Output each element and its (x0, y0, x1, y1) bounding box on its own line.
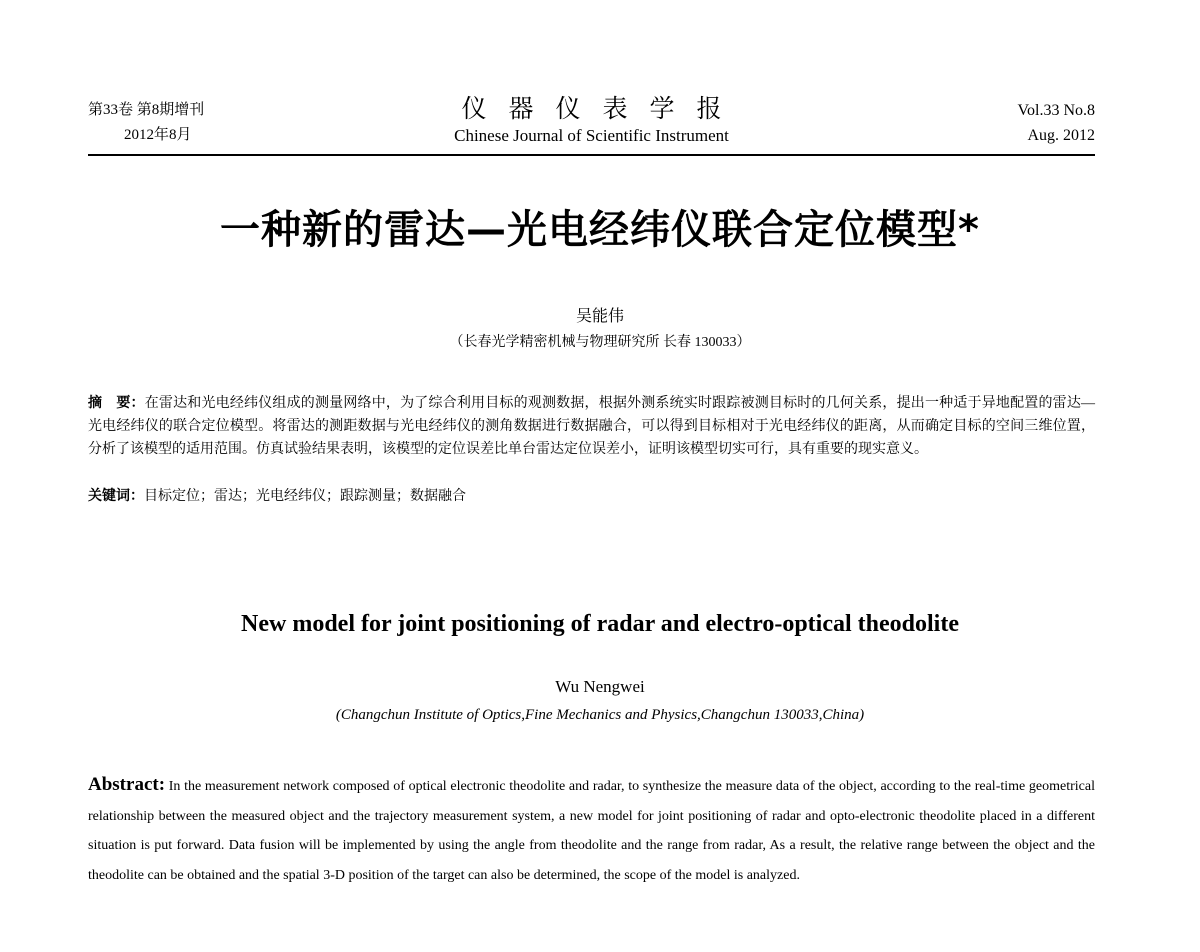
header-date-cn: 2012年8月 (124, 127, 192, 143)
abstract-cn-text: 在雷达和光电经纬仪组成的测量网络中，为了综合利用目标的观测数据，根据外测系统实时跟踪被测目标时的几何关系，提出一种适于异地配置的雷达—光电经纬仪的联合定位模型。将雷达的测距数据与光电经纬仪的测角数据进行数据融合，可以得到目标相对于光电经纬仪的距离，从而确定目标的空间三维位置，分析了该模型的适用范围。仿真试验结果表明，该模型的定位误差比单台雷达定位误差小，证明该模型切实可行，具有重要的现实意义。 (88, 396, 1096, 457)
header-vol-info (1018, 98, 1096, 148)
header-date-en: Aug. 2012 (1027, 127, 1095, 144)
journal-name-cn: 仪器仪表学报 (461, 96, 744, 123)
keywords-cn-text: 目标定位；雷达；光电经纬仪；跟踪测量；数据融合 (144, 489, 466, 504)
author-name-en: Wu Nengwei (555, 677, 645, 696)
abstract-en (88, 770, 1095, 890)
keywords-cn (88, 485, 1095, 508)
header-volume-issue: 第33卷 第8期增刊 (88, 102, 205, 118)
affiliation-cn: （长春光学精密机械与物理研究所 长春 130033） (449, 335, 751, 350)
paper-title-en: New model for joint positioning of radar and electro-optical theodolite (241, 611, 959, 637)
journal-header (88, 96, 1095, 156)
abstract-en-text: In the measurement network composed of optical electronic theodolite and radar, to synthesize the measure data of the object, according to the real-time geometrical relationship between the measured object and the trajectory measurement system, a new model for joint positioning of radar and opto-electronic theodolite placed in a different situation is put forward. Data fusion will be implemented by using the angle from theodolite and the range from radar, As a result, the relative range between the object and the theodolite can be obtained and the spatial 3-D position of the target can also be determined, the scope of the model is analyzed. (88, 779, 1095, 883)
journal-name-en: Chinese Journal of Scientific Instrument (454, 126, 729, 145)
header-vol-no: Vol.33 No.8 (1017, 102, 1095, 119)
author-name-cn: 吴能伟 (575, 308, 624, 325)
abstract-cn-label: 摘 要： (88, 395, 145, 411)
paper-title-cn: 一种新的雷达—光电经纬仪联合定位模型* (220, 207, 980, 253)
affiliation-en: (Changchun Institute of Optics,Fine Mechanics and Physics,Changchun 130033,China) (335, 707, 865, 723)
keywords-cn-label: 关键词： (88, 488, 144, 504)
abstract-cn (88, 392, 1095, 461)
abstract-en-label: Abstract: (88, 774, 166, 795)
header-journal-name (88, 96, 1095, 148)
